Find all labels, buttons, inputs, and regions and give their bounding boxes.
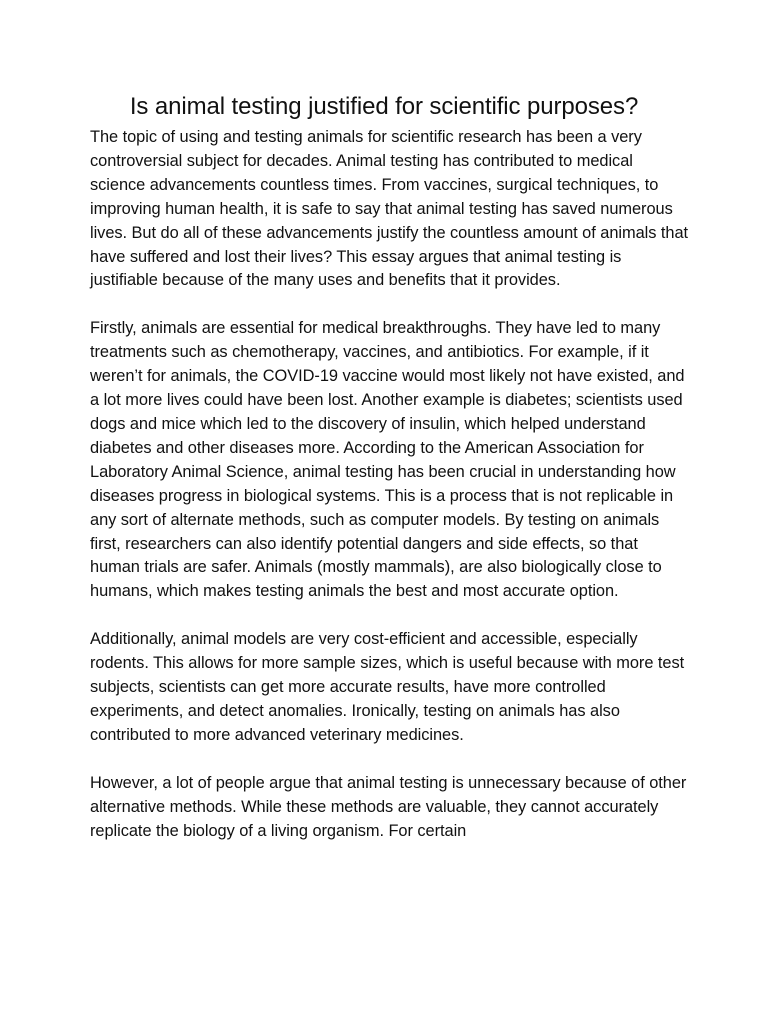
- document-body: [90, 126, 690, 867]
- document-title: Is animal testing justified for scientific purposes?: [129, 93, 639, 120]
- paragraph-medical-breakthroughs: Firstly, animals are essential for medical breakthroughs. They have led to many treatments such as chemotherapy, vaccines, and antibiotics. For example, if it weren’t for animals, the COVID-19 vaccine would most likely not have existed, and a lot more lives could have been lost. Another example is diabetes; scientists used dogs and mice which led to the discovery of insulin, which helped understand diabetes and other diseases more. According to the American Association for Laboratory Animal Science, animal testing has been crucial in understanding how diseases progress in biological systems. This is a process that is not replicable in any sort of alternate methods, such as computer models. By testing on animals first, researchers can also identify potential dangers and side effects, so that human trials are safer. Animals (mostly mammals), are also biologically close to humans, which makes testing animals the best and most accurate option.: [90, 319, 685, 601]
- paragraph-cost-efficiency: Additionally, animal models are very cost-efficient and accessible, especially rodents. This allows for more sample sizes, which is useful because with more test subjects, scientists can get more accurate results, have more controlled experiments, and detect anomalies. Ironically, testing on animals has also contributed to more advanced veterinary medicines.: [90, 630, 685, 744]
- paragraph-introduction: The topic of using and testing animals for scientific research has been a very controversial subject for decades. Animal testing has contributed to medical science advancements countless times. From vaccines, surgical techniques, to improving human health, it is safe to say that animal testing has saved numerous lives. But do all of these advancements justify the countless amount of animals that have suffered and lost their lives? This essay argues that animal testing is justifiable because of the many uses and benefits that it provides.: [90, 128, 689, 290]
- paragraph-counterargument: However, a lot of people argue that animal testing is unnecessary because of other alternative methods. While these methods are valuable, they cannot accurately replicate the biology of a living organism. For certain: [90, 773, 687, 840]
